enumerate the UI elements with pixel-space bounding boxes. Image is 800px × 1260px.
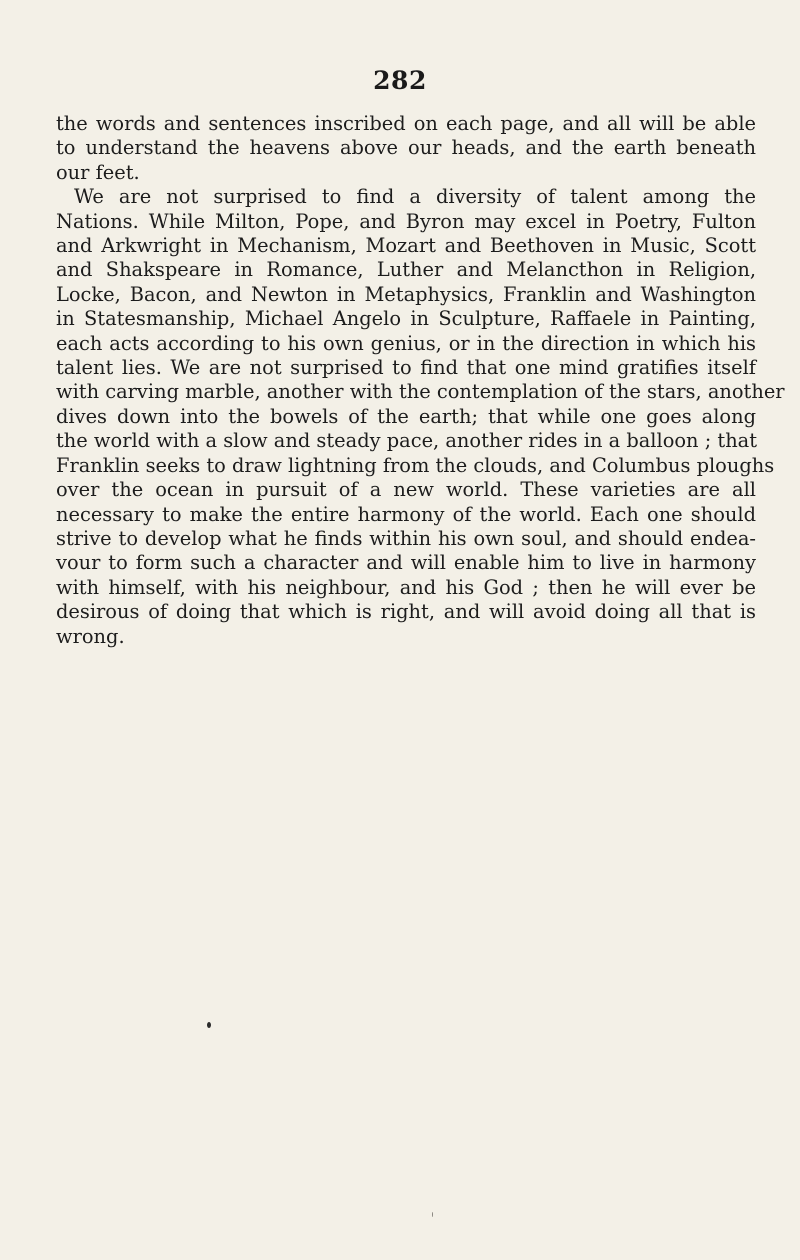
text-line: with himself, with his neighbour, and his God ; then he will ever be (56, 575, 756, 599)
text-line: and Arkwright in Mechanism, Mozart and Beethoven in Music, Scott (56, 234, 756, 258)
text-line: Nations. While Milton, Pope, and Byron may excel in Poetry, Fulton (56, 209, 756, 233)
text-line: vour to form such a character and will enable him to live in harmony (56, 551, 756, 575)
text-line: Locke, Bacon, and Newton in Metaphysics, Franklin and Washington (56, 282, 756, 306)
text-line: necessary to make the entire harmony of the world. Each one should (56, 502, 756, 526)
page-number: 282 (373, 66, 427, 95)
text-line: each acts according to his own genius, or in the direction in which his (56, 331, 756, 355)
text-line: desirous of doing that which is right, and will avoid doing all that is (56, 600, 756, 624)
text-line: Franklin seeks to draw lightning from the clouds, and Columbus ploughs (56, 453, 775, 477)
text-line: talent lies. We are not surprised to find that one mind gratifies itself (56, 356, 756, 380)
text-line: strive to develop what he finds within his own soul, and should endea- (56, 526, 756, 550)
text-line: in Statesmanship, Michael Angelo in Sculpture, Raffaele in Painting, (56, 307, 756, 331)
text-line: wrong. (56, 624, 125, 648)
ink-speck (207, 1022, 211, 1028)
text-line: to understand the heavens above our heads, and the earth beneath (56, 136, 756, 160)
body-text (56, 112, 785, 649)
text-line: dives down into the bowels of the earth; that while one goes along (56, 404, 756, 428)
text-line: We are not surprised to find a diversity of talent among the (74, 185, 756, 209)
ink-speck (432, 1212, 433, 1217)
text-line: the words and sentences inscribed on each page, and all will be able (56, 112, 756, 135)
text-line: with carving marble, another with the contemplation of the stars, another (56, 380, 785, 404)
text-line: and Shakspeare in Romance, Luther and Melancthon in Religion, (56, 258, 756, 282)
text-line: over the ocean in pursuit of a new world. These varieties are all (56, 478, 756, 502)
text-line: our feet. (56, 160, 140, 184)
text-line: the world with a slow and steady pace, another rides in a balloon ; that (56, 429, 758, 453)
